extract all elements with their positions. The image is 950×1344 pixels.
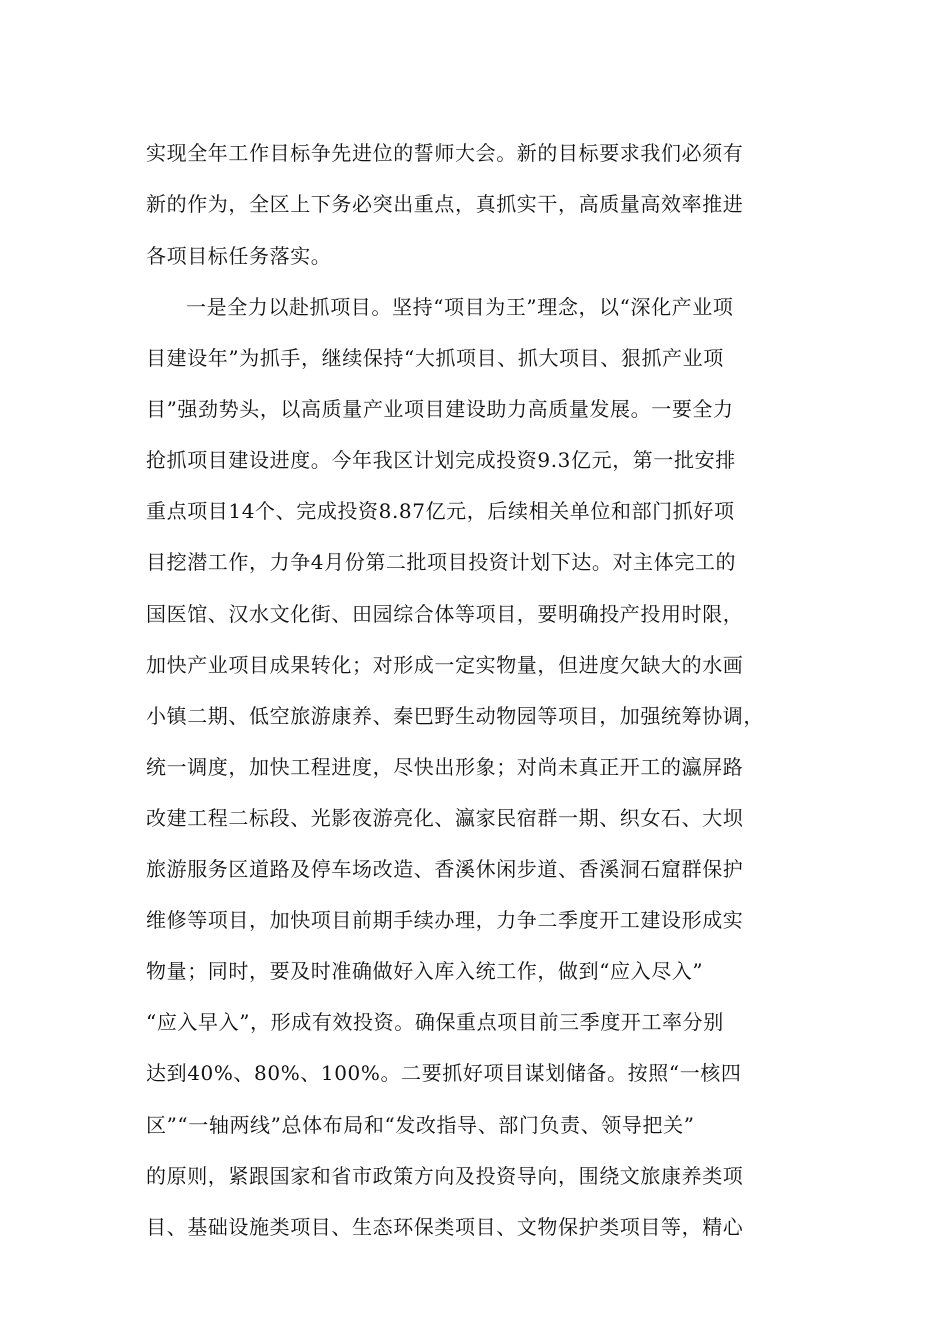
text-line: 维修等项目，加快项目前期手续办理，力争二季度开工建设形成实 [146,908,744,933]
text-line: 各项目标任务落实。 [146,243,332,268]
text-line: 目”强劲势头，以高质量产业项目建设助力高质量发展。一要全力 [146,397,734,422]
text-line: 物量；同时，要及时准确做好入库入统工作，做到“应入尽入” [146,959,704,984]
text-line: 实现全年工作目标争先进位的誓师大会。新的目标要求我们必须有 [146,141,744,165]
text-line: 目、基础设施类项目、生态环保类项目、文物保护类项目等，精心 [146,1214,744,1239]
text-line: 重点项目14个、完成投资8.87亿元，后续相关单位和部门抓好项 [146,499,735,524]
paragraph-continuation [146,128,811,282]
paragraph-projects [146,282,811,1253]
text-line: 新的作为，全区上下务必突出重点，真抓实干，高质量高效率推进 [146,192,744,217]
text-line: 抢抓项目建设进度。今年我区计划完成投资9.3亿元，第一批安排 [146,448,736,473]
text-line: 国医馆、汉水文化街、田园综合体等项目，要明确投产投用时限， [146,601,744,626]
text-line-first: 一是全力以赴抓项目。坚持“项目为王”理念，以“深化产业项 [186,295,734,319]
text-line: “应入早入”，形成有效投资。确保重点项目前三季度开工率分别 [146,1010,724,1035]
text-line: 目建设年”为抓手，继续保持“大抓项目、抓大项目、狠抓产业项 [146,346,724,371]
text-line: 小镇二期、低空旅游康养、秦巴野生动物园等项目，加强统筹协调， [146,703,764,728]
text-line: 达到40%、80%、100%。二要抓好项目谋划储备。按照“一核四 [146,1061,742,1086]
text-line: 改建工程二标段、光影夜游亮化、瀛家民宿群一期、织女石、大坝 [146,805,744,830]
text-line: 区”“一轴两线”总体布局和“发改指导、部门负责、领导把关” [146,1112,695,1137]
text-line: 加快产业项目成果转化；对形成一定实物量，但进度欠缺大的水画 [146,652,744,677]
text-line: 目挖潜工作，力争4月份第二批项目投资计划下达。对主体完工的 [146,550,737,575]
text-line: 旅游服务区道路及停车场改造、香溪休闲步道、香溪洞石窟群保护 [146,857,744,882]
text-line: 统一调度，加快工程进度，尽快出形象；对尚未真正开工的瀛屏路 [146,754,744,779]
text-line: 的原则，紧跟国家和省市政策方向及投资导向，围绕文旅康养类项 [146,1163,744,1188]
